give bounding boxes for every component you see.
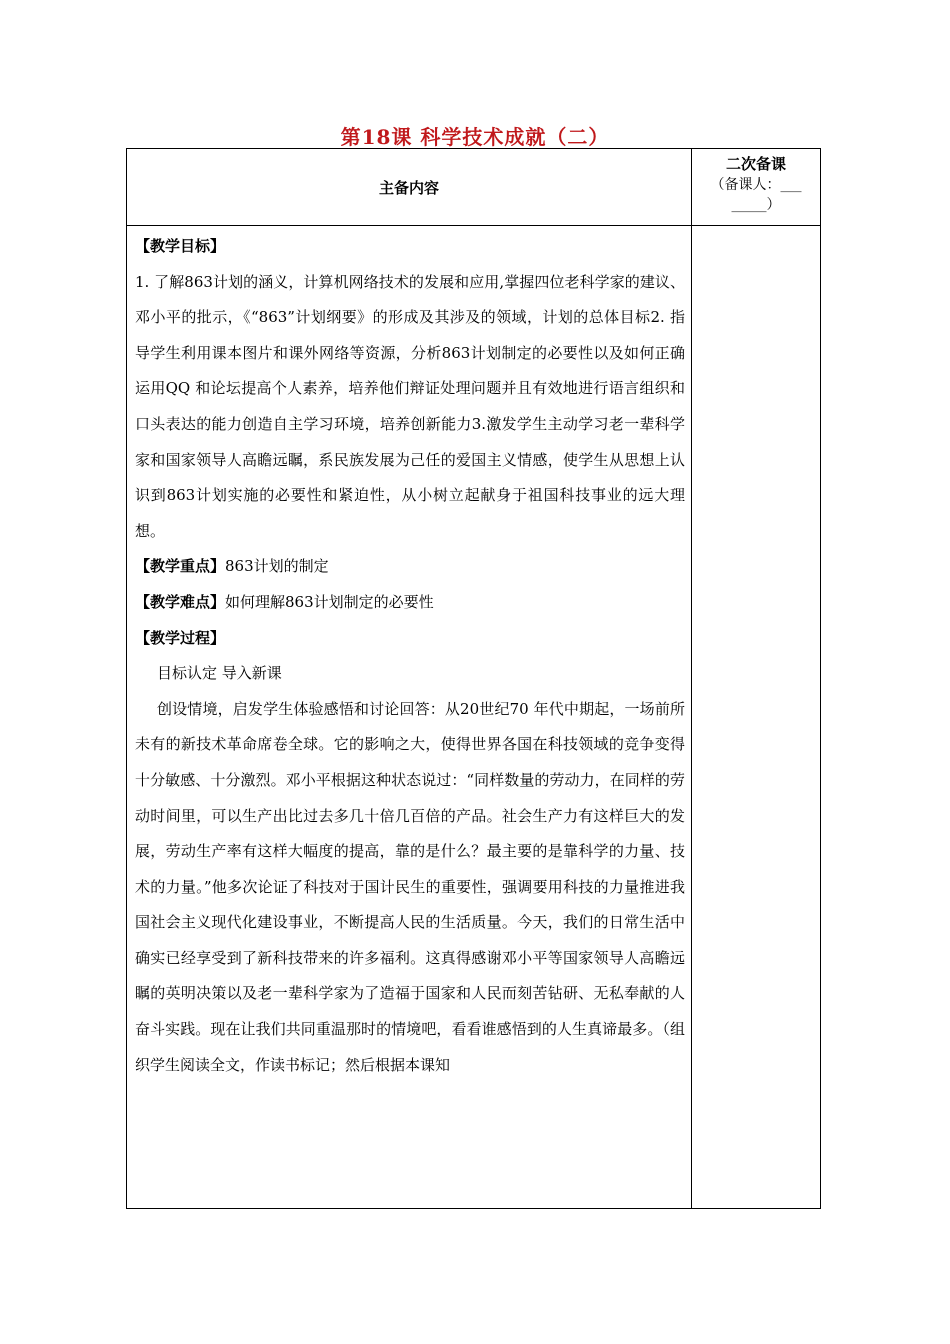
secondary-prep-header xyxy=(692,149,820,225)
difficulty-text: 如何理解863计划制定的必要性 xyxy=(225,592,434,611)
header-divider xyxy=(127,225,820,226)
main-content-header: 主备内容 xyxy=(378,178,439,197)
process-text: 创设情境，启发学生体验感悟和讨论回答：从20世纪70 年代中期起，一场前所未有的新技术革命席卷全球。它的影响之大，使得世界各国在科技领域的竞争变得十分敏感、十分激烈。邓小平根据这种状态说过：“同样数量的劳动力，在同样的劳动时间里，可以生产出比过去多几十倍几百倍的产品。社会生产力有这样巨大的发展，劳动生产率有这样大幅度的提高，靠的是什么？最主要的是靠科学的力量、技术的力量。”他多次论证了科技对于国计民生的重要性，强调要用科技的力量推进我国社会主义现代化建设事业，不断提高人民的生活质量。今天，我们的日常生活中确实已经享受到了新科技带来的许多福利。这真得感谢邓小平等国家领导人高瞻远瞩的英明决策以及老一辈科学家为了造福于国家和人民而刻苦钻研、无私奉献的人奋斗实践。现在让我们共同重温那时的情境吧，看看谁感悟到的人生真谛最多。（组织学生阅读全文，作读书标记；然后根据本课知 xyxy=(135,699,685,1074)
key-point-text: 863计划的制定 xyxy=(225,557,329,576)
key-point-row xyxy=(135,549,685,585)
objectives-text: 1. 了解863计划的涵义，计算机网络技术的发展和应用,掌握四位老科学家的建议、邓小平的批示，《“863”计划纲要》的形成及其涉及的领域，计划的总体目标2. 指导学生利用课本图片和课外网络等资源，分析863计划制定的必要性以及如何正确运用QQ 和论坛提高个人素养，培养他们辩证处理问题并且有效地进行语言组织和口头表达的能力创造自主学习环境，培养创新能力3.激发学生主动学习老一辈科学家和国家领导人高瞻远瞩，系民族发展为己任的爱国主义情感，使学生从思想上认识到863计划实施的必要性和紧迫性，从小树立起献身于祖国科技事业的远大理想。 xyxy=(135,272,685,540)
preparer-note-line2: _____） xyxy=(731,197,781,213)
column-divider xyxy=(691,149,692,1208)
difficulty-heading: 【教学难点】 xyxy=(135,592,226,611)
process-heading: 【教学过程】 xyxy=(135,628,226,647)
key-point-heading: 【教学重点】 xyxy=(135,557,226,576)
lesson-title: 第18课 科学技术成就（二） xyxy=(340,125,610,149)
secondary-prep-title: 二次备课 xyxy=(725,155,786,173)
lesson-plan-table xyxy=(126,148,821,1209)
process-step: 目标认定 导入新课 xyxy=(157,664,282,683)
main-content-body xyxy=(135,229,685,1083)
preparer-note-line1: （备课人：___ xyxy=(710,177,802,193)
difficulty-row xyxy=(135,585,685,621)
objectives-heading: 【教学目标】 xyxy=(135,237,226,255)
